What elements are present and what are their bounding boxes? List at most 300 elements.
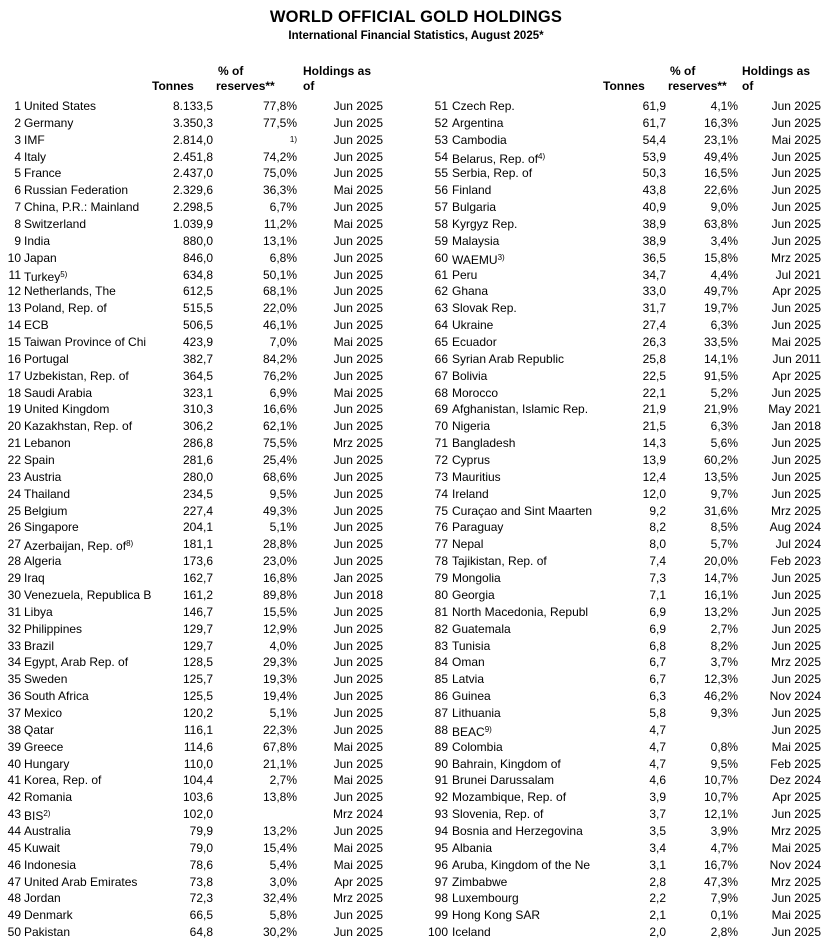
date-value: Jun 2025 xyxy=(771,453,821,468)
rank-cell: 14 xyxy=(7,318,21,333)
date-value: Mai 2025 xyxy=(333,857,383,872)
date-value: Jul 2024 xyxy=(775,537,821,552)
table-row xyxy=(6,890,383,907)
date-value: May 2021 xyxy=(768,402,821,417)
pct-value: 60,2% xyxy=(703,453,738,468)
date-value: Jun 2025 xyxy=(771,571,821,586)
country-name: Ukraine xyxy=(452,318,494,333)
rank-cell: 80 xyxy=(434,587,448,602)
date-value: Jun 2025 xyxy=(333,115,383,130)
rank-cell: 69 xyxy=(434,402,448,417)
pct-value: 63,8% xyxy=(703,217,738,232)
date-value: Jun 2025 xyxy=(333,301,383,316)
pct-value: 91,5% xyxy=(703,368,738,383)
pct-value: 62,1% xyxy=(262,419,297,434)
date-value: Jun 2025 xyxy=(771,99,821,113)
pct-value: 6,7% xyxy=(269,200,297,215)
pct-reserves-column-header-line2: reserves** xyxy=(216,79,275,93)
tonnes-value: 40,9 xyxy=(642,200,666,215)
pct-value: 9,5% xyxy=(710,756,738,771)
rank-cell: 31 xyxy=(7,604,21,619)
tonnes-value: 2,8 xyxy=(649,874,666,889)
tonnes-value: 2.814,0 xyxy=(172,132,213,147)
country-name: Sweden xyxy=(24,672,68,687)
rank-cell: 16 xyxy=(7,351,21,366)
pct-value: 22,0% xyxy=(262,301,297,316)
pct-value: 5,1% xyxy=(269,520,297,535)
table-row xyxy=(6,654,383,671)
country-name: Bulgaria xyxy=(452,200,497,215)
tonnes-value: 4,7 xyxy=(649,722,666,737)
pct-value: 23,0% xyxy=(262,554,297,569)
tonnes-value: 53,9 xyxy=(642,149,666,164)
table-row xyxy=(6,216,383,233)
date-value: Jun 2025 xyxy=(333,149,383,164)
rank-cell: 57 xyxy=(434,200,448,215)
rank-cell: 53 xyxy=(434,132,448,147)
pct-value: 47,3% xyxy=(703,874,738,889)
rank-cell: 12 xyxy=(7,284,21,299)
table-row xyxy=(6,688,383,705)
pct-value: 13,5% xyxy=(703,469,738,484)
rank-cell: 93 xyxy=(434,807,448,822)
table-row xyxy=(6,469,383,486)
date-value: Jun 2025 xyxy=(771,638,821,653)
country-name: Latvia xyxy=(452,672,485,687)
country-name: China, P.R.: Mainland xyxy=(24,200,140,215)
country-name: Tajikistan, Rep. of xyxy=(452,554,547,569)
date-value: Jun 2025 xyxy=(333,351,383,366)
tonnes-value: 280,0 xyxy=(182,469,213,484)
country-name: Tunisia xyxy=(452,638,491,653)
tonnes-value: 281,6 xyxy=(182,453,213,468)
country-name: Guinea xyxy=(452,689,491,704)
rank-cell: 71 xyxy=(434,436,448,451)
tonnes-value: 323,1 xyxy=(182,385,213,400)
country-name: Poland, Rep. of xyxy=(24,301,107,316)
date-value: Jun 2025 xyxy=(333,790,383,805)
table-row xyxy=(6,553,383,570)
pct-value: 8,5% xyxy=(710,520,738,535)
date-value: Jun 2018 xyxy=(333,587,383,602)
tonnes-value: 13,9 xyxy=(642,453,666,468)
rank-cell: 62 xyxy=(434,284,448,299)
country-name: Iceland xyxy=(452,925,491,940)
tonnes-value: 4,6 xyxy=(649,773,666,788)
rank-cell: 25 xyxy=(7,503,21,518)
country-name: Netherlands, The xyxy=(24,284,116,299)
rank-cell: 86 xyxy=(434,689,448,704)
date-value: Mai 2025 xyxy=(771,739,821,754)
table-row xyxy=(421,435,821,452)
tonnes-value: 114,6 xyxy=(183,739,213,754)
tonnes-value: 64,8 xyxy=(189,925,213,940)
rank-cell: 17 xyxy=(7,368,21,383)
country-name: Guatemala xyxy=(452,621,511,636)
table-row xyxy=(6,756,383,773)
country-name: Hungary xyxy=(24,756,70,771)
tonnes-value: 8.133,5 xyxy=(172,99,213,113)
rank-cell: 11 xyxy=(8,267,21,282)
country-name: United States xyxy=(24,99,97,113)
rank-cell: 84 xyxy=(434,655,448,670)
date-value: Feb 2025 xyxy=(770,756,821,771)
date-value: Jun 2025 xyxy=(333,486,383,501)
date-value: Jun 2025 xyxy=(771,200,821,215)
tonnes-value: 9,2 xyxy=(649,503,666,518)
tonnes-value: 102,0 xyxy=(182,807,213,822)
tonnes-value: 12,4 xyxy=(642,469,666,484)
pct-value: 28,8% xyxy=(262,537,297,552)
pct-value: 2,7% xyxy=(269,773,297,788)
date-value: Jun 2011 xyxy=(772,351,821,366)
rank-cell: 46 xyxy=(7,857,21,872)
table-row xyxy=(421,165,821,182)
country-name: Malaysia xyxy=(452,233,500,248)
country-name: Paraguay xyxy=(452,520,504,535)
pct-value: 5,1% xyxy=(269,705,297,720)
table-row xyxy=(421,115,821,132)
date-value: Jun 2025 xyxy=(771,705,821,720)
pct-value: 3,0% xyxy=(269,874,297,889)
pct-value: 19,3% xyxy=(262,672,297,687)
pct-value: 13,1% xyxy=(262,233,297,248)
country-name: Kazakhstan, Rep. of xyxy=(24,419,133,434)
table-row xyxy=(6,722,383,739)
table-row xyxy=(6,132,383,149)
rank-cell: 88 xyxy=(434,722,448,737)
rank-cell: 83 xyxy=(434,638,448,653)
pct-value: 11,2% xyxy=(263,217,297,232)
tonnes-value: 6,9 xyxy=(649,604,666,619)
table-row xyxy=(6,503,383,520)
table-row xyxy=(421,469,821,486)
rank-cell: 43 xyxy=(7,807,21,822)
country-name: South Africa xyxy=(24,689,89,704)
pct-value: 89,8% xyxy=(262,587,297,602)
country-name: Thailand xyxy=(24,486,71,501)
pct-value: 3,9% xyxy=(710,823,738,838)
date-value: Jun 2025 xyxy=(771,318,821,333)
rank-cell: 19 xyxy=(7,402,21,417)
pct-value: 4,4% xyxy=(710,267,738,282)
country-name: Lithuania xyxy=(452,705,501,720)
rank-cell: 37 xyxy=(7,705,21,720)
rank-cell: 89 xyxy=(434,739,448,754)
tonnes-value: 125,7 xyxy=(182,672,213,687)
tonnes-value: 43,8 xyxy=(642,183,666,198)
pct-value: 19,7% xyxy=(703,301,738,316)
country-name: Kyrgyz Rep. xyxy=(452,217,518,232)
footnote-marker: 5) xyxy=(60,269,68,279)
pct-value: 15,8% xyxy=(703,250,738,265)
pct-value: 23,1% xyxy=(703,132,738,147)
rank-cell: 55 xyxy=(434,166,448,181)
country-name: North Macedonia, Republ xyxy=(452,604,589,619)
country-name: Lebanon xyxy=(24,436,71,451)
country-name: WAEMU$^{3)}$ xyxy=(452,252,505,267)
pct-value: 14,7% xyxy=(703,571,738,586)
table-row xyxy=(421,216,821,233)
tonnes-value: 382,7 xyxy=(182,351,213,366)
pct-value xyxy=(666,722,738,739)
date-value: Dez 2024 xyxy=(769,773,821,788)
pct-value: 0,1% xyxy=(710,908,738,923)
pct-value: 75,5% xyxy=(262,436,297,451)
date-value: Jun 2025 xyxy=(771,385,821,400)
rank-cell: 74 xyxy=(434,486,448,501)
country-name: Cambodia xyxy=(452,132,507,147)
country-name: Brazil xyxy=(24,638,55,653)
date-value: Jun 2025 xyxy=(771,807,821,822)
date-value: Mai 2025 xyxy=(771,132,821,147)
date-value: Mai 2025 xyxy=(333,335,383,350)
date-value: Jun 2025 xyxy=(771,301,821,316)
tonnes-value: 1.039,9 xyxy=(172,217,213,232)
tonnes-value: 61,9 xyxy=(642,99,666,113)
tonnes-value: 506,5 xyxy=(182,318,213,333)
pct-value: 10,7% xyxy=(703,790,738,805)
rank-cell: 38 xyxy=(7,722,21,737)
country-name: Finland xyxy=(452,183,492,198)
rank-cell: 66 xyxy=(434,351,448,366)
pct-value: 68,1% xyxy=(262,284,297,299)
tonnes-value: 4,7 xyxy=(649,739,666,754)
date-value: Jun 2025 xyxy=(771,891,821,906)
date-value: Mrz 2025 xyxy=(770,655,821,670)
date-value: Jun 2025 xyxy=(771,469,821,484)
tonnes-value: 2.329,6 xyxy=(172,183,213,198)
rank-cell: 51 xyxy=(434,99,448,113)
table-row xyxy=(6,149,383,166)
date-value: Apr 2025 xyxy=(334,874,383,889)
tonnes-value: 61,7 xyxy=(642,115,666,130)
rank-cell: 100 xyxy=(427,925,448,940)
date-value: Jun 2025 xyxy=(333,823,383,838)
country-name: Slovak Rep. xyxy=(452,301,517,316)
table-row xyxy=(6,924,383,941)
country-name: Indonesia xyxy=(24,857,77,872)
country-name: Ghana xyxy=(452,284,489,299)
country-name: Slovenia, Rep. of xyxy=(452,807,544,822)
country-name: Aruba, Kingdom of the Ne xyxy=(452,857,591,872)
table-row xyxy=(6,199,383,216)
date-value: Mrz 2025 xyxy=(770,503,821,518)
table-row xyxy=(6,604,383,621)
tonnes-value: 34,7 xyxy=(642,267,666,282)
rank-cell: 97 xyxy=(434,874,448,889)
rank-cell: 30 xyxy=(7,587,21,602)
pct-value: 77,5% xyxy=(262,115,297,130)
tonnes-value: 50,3 xyxy=(642,166,666,181)
date-value: Jun 2025 xyxy=(333,368,383,383)
country-name: Nigeria xyxy=(452,419,491,434)
date-value: Feb 2023 xyxy=(770,554,821,569)
tonnes-value: 2,0 xyxy=(649,925,666,940)
date-value: Jun 2025 xyxy=(333,233,383,248)
date-value: Jun 2025 xyxy=(333,537,383,552)
footnote-marker: 8) xyxy=(126,539,134,549)
tonnes-value: 234,5 xyxy=(182,486,213,501)
tonnes-value: 4,7 xyxy=(649,756,666,771)
tonnes-value: 2.298,5 xyxy=(172,200,213,215)
table-row xyxy=(421,722,821,739)
table-row xyxy=(421,300,821,317)
tonnes-value: 27,4 xyxy=(642,318,666,333)
pct-value: 9,3% xyxy=(710,705,738,720)
table-row xyxy=(6,587,383,604)
pct-value: 76,2% xyxy=(262,368,297,383)
rank-cell: 33 xyxy=(7,638,21,653)
country-name: Singapore xyxy=(24,520,79,535)
country-name: Jordan xyxy=(24,891,61,906)
tonnes-value: 5,8 xyxy=(649,705,666,720)
date-value: Jun 2025 xyxy=(771,183,821,198)
tonnes-value: 6,9 xyxy=(649,621,666,636)
country-name: United Kingdom xyxy=(24,402,110,417)
table-row xyxy=(421,351,821,368)
table-row xyxy=(421,536,821,553)
country-name: France xyxy=(24,166,62,181)
tonnes-value: 6,7 xyxy=(649,672,666,687)
date-value: Jun 2025 xyxy=(333,689,383,704)
date-value: Jun 2025 xyxy=(333,503,383,518)
rank-cell: 40 xyxy=(7,756,21,771)
pct-value: 10,7% xyxy=(703,773,738,788)
tonnes-value: 2,2 xyxy=(649,891,666,906)
pct-value: 16,7% xyxy=(703,857,738,872)
pct-value: 2,7% xyxy=(710,621,738,636)
rank-cell: 90 xyxy=(434,756,448,771)
table-row xyxy=(6,267,383,284)
date-value: Jun 2025 xyxy=(333,520,383,535)
country-name: Colombia xyxy=(452,739,503,754)
table-row xyxy=(6,351,383,368)
rank-cell: 61 xyxy=(434,267,448,282)
pct-value: 4,7% xyxy=(710,840,738,855)
column-headers-left xyxy=(6,62,383,98)
tonnes-value: 36,5 xyxy=(642,250,666,265)
pct-reserves-column-header-line1: % of xyxy=(218,64,244,78)
country-name: Mozambique, Rep. of xyxy=(452,790,567,805)
date-value: Aug 2024 xyxy=(769,520,821,535)
country-name: Brunei Darussalam xyxy=(452,773,555,788)
pct-reserves-column-header-line2: reserves** xyxy=(668,79,727,93)
pct-value: 7,9% xyxy=(710,891,738,906)
pct-value: 9,0% xyxy=(710,200,738,215)
date-value: Jun 2025 xyxy=(333,453,383,468)
pct-value: 2,8% xyxy=(710,925,738,940)
date-value: Jun 2025 xyxy=(333,469,383,484)
pct-value: 13,2% xyxy=(703,604,738,619)
tonnes-value: 129,7 xyxy=(182,638,213,653)
date-value: Mrz 2025 xyxy=(770,823,821,838)
rank-cell: 29 xyxy=(7,571,21,586)
date-value: Jun 2025 xyxy=(333,318,383,333)
tonnes-value: 2,1 xyxy=(649,908,666,923)
tonnes-value: 3,5 xyxy=(649,823,666,838)
date-value: Mai 2025 xyxy=(333,217,383,232)
date-value: Mai 2025 xyxy=(333,739,383,754)
country-name: Switzerland xyxy=(24,217,87,232)
rank-cell: 44 xyxy=(7,823,21,838)
table-row xyxy=(421,368,821,385)
date-value: Jun 2025 xyxy=(771,722,821,737)
date-value: Jun 2025 xyxy=(771,115,821,130)
rank-cell: 54 xyxy=(434,149,448,164)
table-row xyxy=(421,317,821,334)
country-name: Hong Kong SAR xyxy=(452,908,541,923)
table-row xyxy=(6,536,383,553)
table-row xyxy=(6,401,383,418)
tonnes-value: 162,7 xyxy=(182,571,213,586)
rank-cell: 15 xyxy=(7,335,21,350)
table-row xyxy=(6,705,383,722)
tonnes-value: 146,7 xyxy=(182,604,213,619)
country-name: Curaçao and Sint Maarten xyxy=(452,503,593,518)
table-row xyxy=(6,739,383,756)
table-row xyxy=(6,233,383,250)
table-row xyxy=(6,671,383,688)
country-name: United Arab Emirates xyxy=(24,874,138,889)
tonnes-value: 120,2 xyxy=(182,705,213,720)
date-value: Jun 2025 xyxy=(333,99,383,113)
pct-value: 15,4% xyxy=(262,840,297,855)
date-value: Jun 2025 xyxy=(333,722,383,737)
rank-cell: 20 xyxy=(7,419,21,434)
table-row xyxy=(421,418,821,435)
country-name: India xyxy=(24,233,51,248)
pct-value: 3,7% xyxy=(710,655,738,670)
rank-cell: 41 xyxy=(7,773,21,788)
tonnes-value: 116,1 xyxy=(183,722,213,737)
tonnes-column-header: Tonnes xyxy=(152,79,194,93)
date-value: Mai 2025 xyxy=(771,840,821,855)
tonnes-value: 21,5 xyxy=(642,419,666,434)
table-row xyxy=(6,418,383,435)
table-row xyxy=(421,486,821,503)
pct-value: 36,3% xyxy=(262,183,297,198)
date-value: Mai 2025 xyxy=(333,840,383,855)
country-name: Luxembourg xyxy=(452,891,519,906)
table-row xyxy=(6,435,383,452)
table-row xyxy=(421,519,821,536)
rank-cell: 32 xyxy=(7,621,21,636)
tonnes-value: 7,4 xyxy=(649,554,666,569)
table-row xyxy=(421,789,821,806)
tonnes-value: 3,1 xyxy=(649,857,666,872)
date-value: Jun 2025 xyxy=(333,705,383,720)
rank-cell: 95 xyxy=(434,840,448,855)
table-row xyxy=(421,621,821,638)
country-name: Philippines xyxy=(24,621,83,636)
tonnes-value: 286,8 xyxy=(182,436,213,451)
table-row xyxy=(421,705,821,722)
table-row xyxy=(421,806,821,823)
table-right-half xyxy=(421,62,821,941)
country-name: Greece xyxy=(24,739,64,754)
rank-cell: 63 xyxy=(434,301,448,316)
tonnes-value: 7,1 xyxy=(649,587,666,602)
tonnes-value: 25,8 xyxy=(642,351,666,366)
date-value: Jul 2021 xyxy=(775,267,821,282)
country-name: Serbia, Rep. of xyxy=(452,166,533,181)
country-name: Nepal xyxy=(452,537,484,552)
tonnes-value: 2.451,8 xyxy=(172,149,213,164)
tonnes-value: 7,3 xyxy=(649,571,666,586)
table-row xyxy=(6,823,383,840)
table-row xyxy=(421,756,821,773)
